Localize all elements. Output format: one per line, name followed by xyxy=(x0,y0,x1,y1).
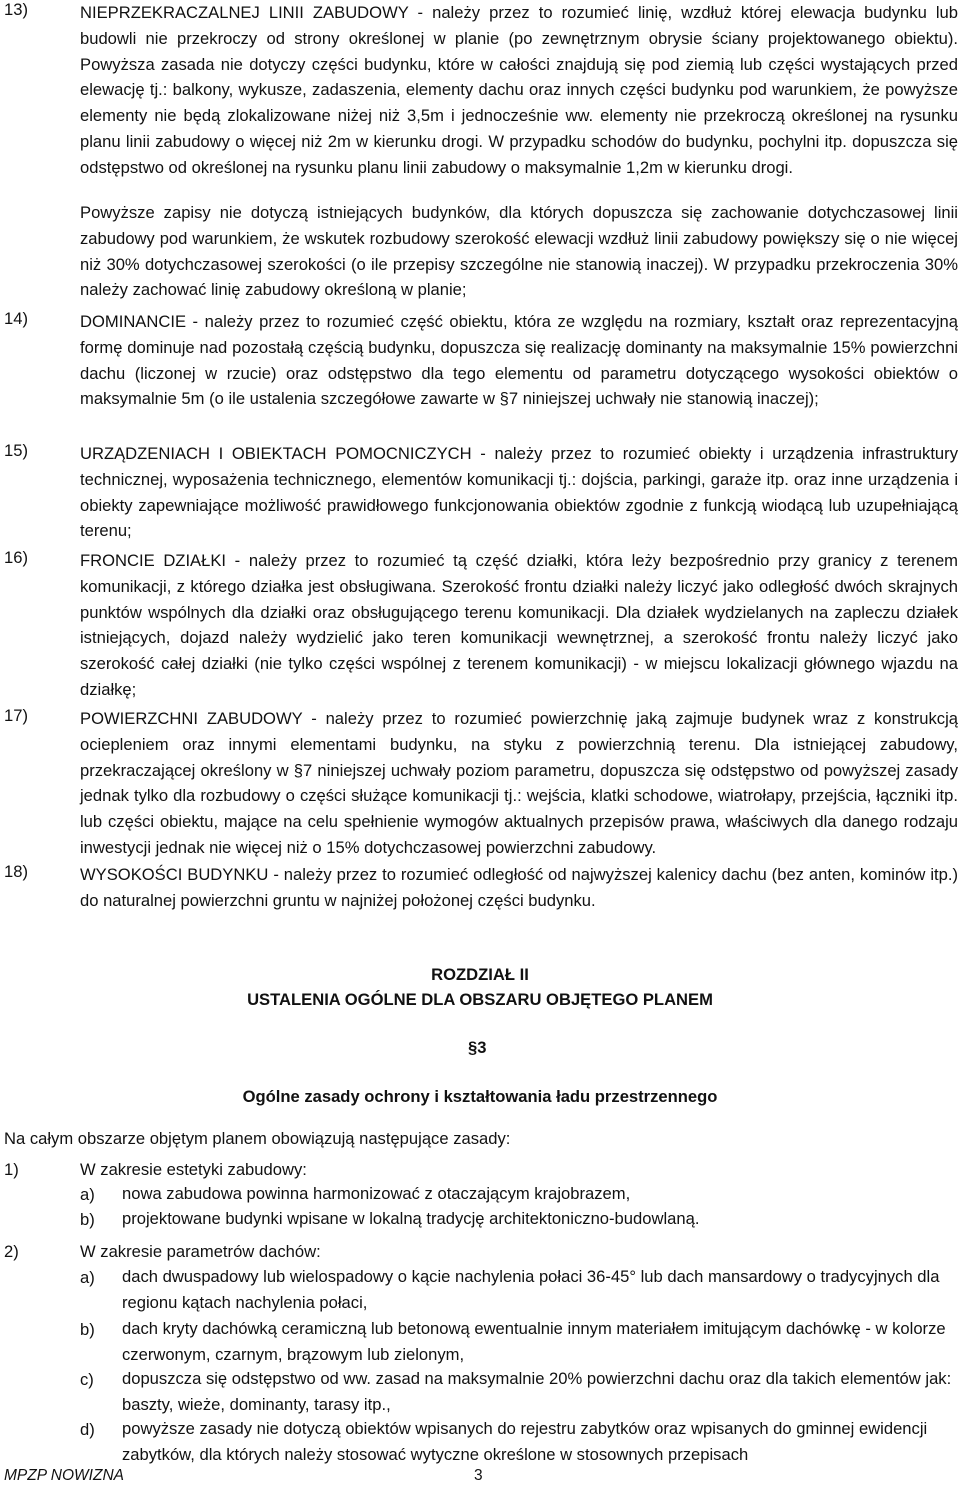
item-number: 18) xyxy=(4,862,28,881)
footer-document-name: MPZP NOWIZNA xyxy=(4,1467,124,1484)
section-title: Ogólne zasady ochrony i kształtowania ładu przestrzennego xyxy=(242,1087,718,1106)
item-number: 13) xyxy=(4,0,28,19)
point-letter: c) xyxy=(80,1370,94,1389)
item-number: 14) xyxy=(4,309,28,328)
section-number: §3 xyxy=(468,1038,487,1057)
point-letter: d) xyxy=(80,1420,95,1439)
point-text: dach kryty dachówką ceramiczną lub betonową ewentualnie innym materiałem imitującym dachówkę - w kolorze czerwonym, czarnym, brązowym lub zielonym, xyxy=(122,1319,946,1364)
item-text: POWIERZCHNI ZABUDOWY - należy przez to rozumieć powierzchnię jaką zajmuje budynek wraz z konstrukcją ociepleniem oraz innymi elementami budynku, na styku z powierzchnią terenu. Dla istniejącej zabudowy, przekraczającej określony w §7 niniejszej uchwały poziom parametru, dopuszcza się odstępstwo od powyższej zasady jednak tylko dla rozbudowy o części służące komunikacji tj.: wejścia, klatki schodowe, wiatrołapy, przejścia, łączniki itp. lub części obiektu, mające na celu spełnienie wymogów aktualnych przepisów prawa, właściwych dla danego rodzaju inwestycji jednak nie więcej niż o 15% dotychczasowej powierzchni zabudowy. xyxy=(80,709,958,857)
group-number: 2) xyxy=(4,1242,19,1261)
item-text: DOMINANCIE - należy przez to rozumieć część obiektu, która ze względu na rozmiary, kształt oraz reprezentacyjną formę dominuje nad pozostałą częścią budynku, dopuszcza się realizację dominanty na maksymalnie 15% powierzchni dachu (liczonej w rzucie) oraz odstępstwo dla tego elementu od parametru dotyczącego wysokości obiektów o maksymalnie 5m (o ile ustalenia szczegółowe zawarte w §7 niniejszej uchwały nie stanowią inaczej); xyxy=(80,312,958,409)
chapter-subtitle: USTALENIA OGÓLNE DLA OBSZARU OBJĘTEGO PLANEM xyxy=(247,990,713,1009)
intro-paragraph: Na całym obszarze objętym planem obowiązują następujące zasady: xyxy=(4,1129,511,1148)
point-text: dopuszcza się odstępstwo od ww. zasad na maksymalnie 20% powierzchni dachu oraz dla takich elementów jak: baszty, wieże, dominanty, tarasy itp., xyxy=(122,1369,952,1414)
item-text: URZĄDZENIACH I OBIEKTACH POMOCNICZYCH - należy przez to rozumieć obiekty i urządzenia infrastruktury technicznej, wyposażenia technicznego, elementów komunikacji tj.: dojścia, parkingi, garaże itp. oraz inne urządzenia i obiekty zapewniające możliwość prawidłowego funkcjonowania obiektów zgodnie z funkcją wiodącą lub uzupełniającą terenu; xyxy=(80,444,958,541)
point-letter: a) xyxy=(80,1268,95,1287)
item-text: WYSOKOŚCI BUDYNKU - należy przez to rozumieć odległość od najwyższej kalenicy dachu (bez anten, kominów itp.) do naturalnej powierzchni gruntu w najniżej położonej części budynku. xyxy=(80,865,958,910)
item-text: FRONCIE DZIAŁKI - należy przez to rozumieć tą część działki, która leży bezpośrednio przy granicy z terenem komunikacji, z którego działka jest obsługiwana. Szerokość frontu działki należy liczyć jako odległość dwóch skrajnych punktów wspólnych dla działki oraz obsługującego terenu komunikacji. Dla działek wydzielanych na zapleczu działek istniejących, dojazd należy wydzielić jako teren komunikacji wewnętrznej, a szerokość frontu należy liczyć jako szerokość całej działki (nie tylko części wspólnej z terenem komunikacji) - w miejscu lokalizacji głównego wjazdu na działkę; xyxy=(80,551,958,699)
point-text: powyższe zasady nie dotyczą obiektów wpisanych do rejestru zabytków oraz wpisanych do gminnej ewidencji zabytków, dla których należy stosować wytyczne określone w stosownych przepisach xyxy=(122,1419,928,1464)
item-text-continued: Powyższe zapisy nie dotyczą istniejących budynków, dla których dopuszcza się zachowanie dotychczasowej linii zabudowy pod warunkiem, że wskutek rozbudowy szerokość elewacji wzdłuż linii zabudowy powiększy się o nie więcej niż 30% dotychczasowej szerokości (o ile przepisy szczególne nie stanowią inaczej). W przypadku przekroczenia 30% należy zachować linię zabudowy określoną w planie; xyxy=(80,203,958,300)
group-number: 1) xyxy=(4,1160,19,1179)
chapter-title: ROZDZIAŁ II xyxy=(431,965,529,984)
item-number: 15) xyxy=(4,441,28,460)
group-title: W zakresie parametrów dachów: xyxy=(80,1242,321,1261)
point-letter: b) xyxy=(80,1210,95,1229)
point-letter: b) xyxy=(80,1320,95,1339)
point-text: dach dwuspadowy lub wielospadowy o kącie nachylenia połaci 36-45° lub dach mansardowy o tradycyjnych dla regionu kątach nachylenia połaci, xyxy=(122,1267,940,1312)
point-text: projektowane budynki wpisane w lokalną tradycję architektoniczno-budowlaną. xyxy=(122,1209,700,1228)
item-number: 17) xyxy=(4,706,28,725)
group-title: W zakresie estetyki zabudowy: xyxy=(80,1160,307,1179)
item-text: NIEPRZEKRACZALNEJ LINII ZABUDOWY - należy przez to rozumieć linię, wzdłuż której elewacja budynku lub budowli nie przekroczy od strony określonej w planie (po zewnętrznym obrysie ściany projektowanego obiektu). Powyższa zasada nie dotyczy części budynku, które w całości znajdują się pod ziemią lub części wystających przed elewację tj.: balkony, wykusze, zadaszenia, elementy dachu oraz innych części budynku pod warunkiem, że powyższe elementy nie będą zlokalizowane niżej niż 3,5m i jednocześnie ww. elementy nie przekroczą określonej na rysunku planu linii zabudowy o więcej niż 2m w kierunku drogi. W przypadku schodów do budynku, pochylni itp. dopuszcza się odstępstwo od określonej na rysunku planu linii zabudowy o maksymalnie 1,2m w kierunku drogi. xyxy=(80,3,958,177)
point-letter: a) xyxy=(80,1185,95,1204)
point-text: nowa zabudowa powinna harmonizować z otaczającym krajobrazem, xyxy=(122,1184,631,1203)
page-number: 3 xyxy=(474,1467,483,1484)
item-number: 16) xyxy=(4,548,28,567)
